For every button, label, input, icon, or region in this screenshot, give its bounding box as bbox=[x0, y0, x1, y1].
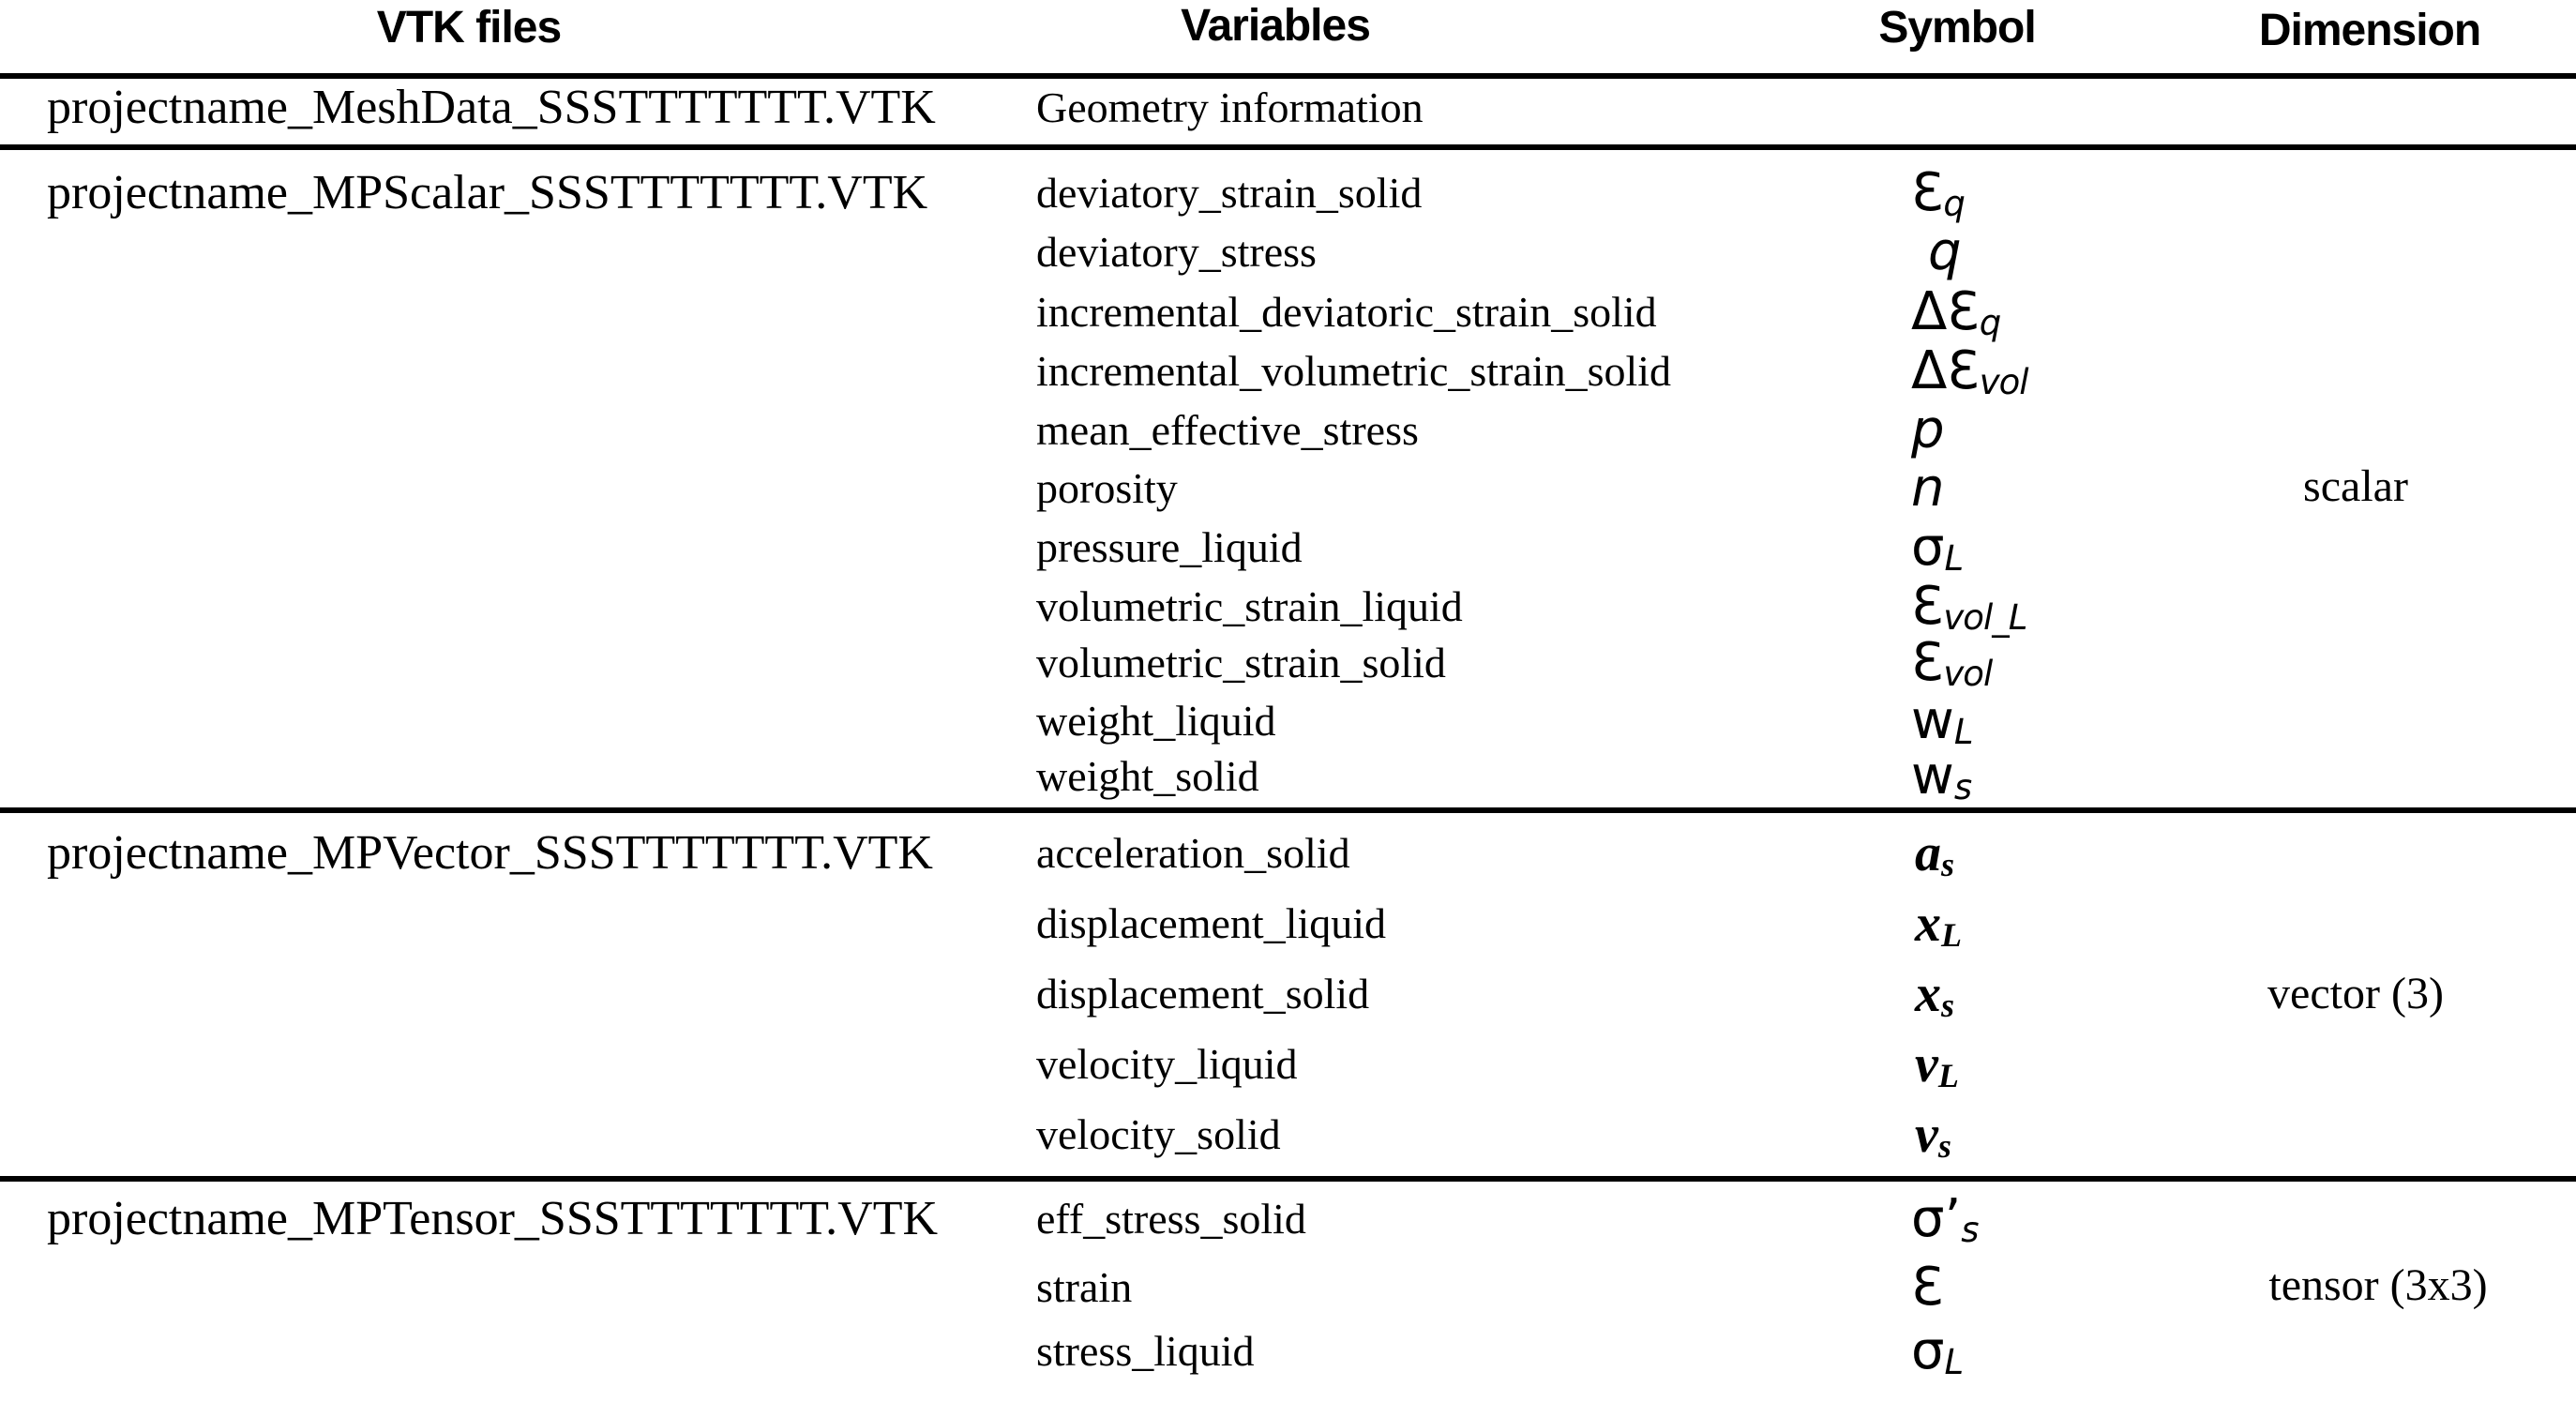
symbol bbox=[1911, 399, 1945, 460]
symbol-main: w bbox=[1911, 746, 1954, 806]
symbol-main: n bbox=[1911, 458, 1945, 519]
symbol bbox=[1911, 458, 1945, 519]
variable-name: mean_effective_stress bbox=[1036, 406, 1419, 454]
symbol bbox=[1911, 576, 2027, 639]
symbol-subscript: L bbox=[1937, 1057, 1958, 1095]
vtk-filename-mptensor: projectname_MPTensor_SSSTTTTTTT.VTK bbox=[47, 1192, 939, 1245]
symbol-main: v bbox=[1915, 1035, 1938, 1093]
symbol-main: ΔƐ bbox=[1911, 340, 1980, 401]
rule-below-scalar-group bbox=[0, 807, 2576, 813]
dimension-scalar: scalar bbox=[2303, 461, 2408, 511]
symbol bbox=[1915, 824, 1954, 884]
symbol bbox=[1911, 1188, 1979, 1251]
rule-below-meshdata-row bbox=[0, 144, 2576, 150]
dimension-vector: vector (3) bbox=[2267, 969, 2444, 1018]
rule-below-vector-group bbox=[0, 1176, 2576, 1182]
symbol bbox=[1915, 895, 1961, 955]
variable-name: eff_stress_solid bbox=[1036, 1195, 1306, 1243]
symbol-main: v bbox=[1915, 1106, 1938, 1164]
symbol-main: x bbox=[1915, 965, 1941, 1023]
variable-name: displacement_solid bbox=[1036, 970, 1370, 1018]
symbol-main: p bbox=[1911, 399, 1945, 460]
symbol-main: σ bbox=[1911, 1320, 1945, 1381]
symbol-main: Ɛ bbox=[1911, 1257, 1944, 1318]
symbol-subscript: L bbox=[1944, 1342, 1964, 1383]
variable-name: Geometry information bbox=[1036, 83, 1424, 131]
column-header-vtk-files: VTK files bbox=[376, 3, 562, 53]
symbol-subscript: q bbox=[1943, 184, 1965, 225]
symbol-main: x bbox=[1915, 895, 1941, 953]
symbol-subscript: vol bbox=[1943, 654, 1993, 695]
rule-below-header bbox=[0, 73, 2576, 79]
symbol-subscript: q bbox=[1979, 303, 2001, 344]
dimension-tensor: tensor (3x3) bbox=[2268, 1260, 2488, 1310]
symbol bbox=[1911, 632, 1993, 695]
column-header-variables: Variables bbox=[1181, 1, 1370, 51]
column-header-dimension: Dimension bbox=[2258, 6, 2481, 55]
symbol-main: Ɛ bbox=[1911, 632, 1944, 693]
symbol-main: a bbox=[1915, 824, 1941, 882]
symbol bbox=[1911, 340, 2028, 403]
variable-name: deviatory_stress bbox=[1036, 228, 1317, 276]
symbol bbox=[1911, 281, 2001, 344]
variable-name: volumetric_strain_solid bbox=[1036, 639, 1446, 686]
symbol-main: Ɛ bbox=[1911, 576, 1944, 637]
symbol-subscript: s bbox=[1941, 987, 1954, 1025]
symbol bbox=[1911, 1257, 1944, 1318]
symbol bbox=[1915, 965, 1954, 1025]
variable-name: volumetric_strain_liquid bbox=[1036, 582, 1463, 630]
symbol bbox=[1911, 517, 1964, 580]
symbol-subscript: L bbox=[1941, 916, 1961, 955]
symbol bbox=[1928, 221, 1962, 282]
variable-name: strain bbox=[1036, 1263, 1133, 1311]
variable-name: pressure_liquid bbox=[1036, 523, 1303, 571]
vtk-filename-meshdata: projectname_MeshData_SSSTTTTTTT.VTK bbox=[47, 81, 936, 134]
symbol-subscript: s bbox=[1941, 846, 1954, 884]
symbol-main: σ bbox=[1911, 517, 1945, 578]
symbol-subscript: s bbox=[1961, 1210, 1979, 1251]
symbol-subscript: s bbox=[1953, 767, 1972, 808]
variable-name: porosity bbox=[1036, 464, 1178, 512]
symbol-main: Ɛ bbox=[1911, 162, 1944, 223]
symbol-subscript: vol bbox=[1979, 362, 2028, 403]
symbol bbox=[1915, 1106, 1951, 1166]
variable-name: stress_liquid bbox=[1036, 1327, 1255, 1375]
symbol-main: ΔƐ bbox=[1911, 281, 1980, 342]
symbol bbox=[1911, 690, 1973, 753]
column-header-symbol: Symbol bbox=[1878, 3, 2036, 53]
variable-name: velocity_solid bbox=[1036, 1110, 1281, 1158]
variable-name: velocity_liquid bbox=[1036, 1040, 1298, 1088]
symbol-main: w bbox=[1911, 690, 1954, 751]
symbol bbox=[1911, 1320, 1964, 1383]
vtk-filename-mpvector: projectname_MPVector_SSSTTTTTTT.VTK bbox=[47, 826, 933, 880]
symbol bbox=[1911, 162, 1965, 225]
symbol-main: σ’ bbox=[1911, 1188, 1962, 1249]
symbol-subscript: L bbox=[1953, 712, 1973, 753]
variable-name: deviatory_strain_solid bbox=[1036, 169, 1423, 217]
symbol bbox=[1915, 1035, 1958, 1095]
variable-name: incremental_deviatoric_strain_solid bbox=[1036, 288, 1657, 336]
symbol-subscript: L bbox=[1944, 538, 1964, 580]
symbol bbox=[1911, 746, 1972, 808]
variable-name: incremental_volumetric_strain_solid bbox=[1036, 347, 1672, 395]
symbol-subscript: vol_L bbox=[1943, 597, 2027, 639]
variable-name: weight_solid bbox=[1036, 752, 1259, 800]
vtk-filename-mpscalar: projectname_MPScalar_SSSTTTTTTT.VTK bbox=[47, 166, 928, 219]
variable-name: acceleration_solid bbox=[1036, 829, 1350, 877]
symbol-main: q bbox=[1928, 221, 1962, 282]
variable-name: weight_liquid bbox=[1036, 697, 1276, 745]
variable-name: displacement_liquid bbox=[1036, 899, 1387, 947]
symbol-subscript: s bbox=[1937, 1127, 1951, 1166]
